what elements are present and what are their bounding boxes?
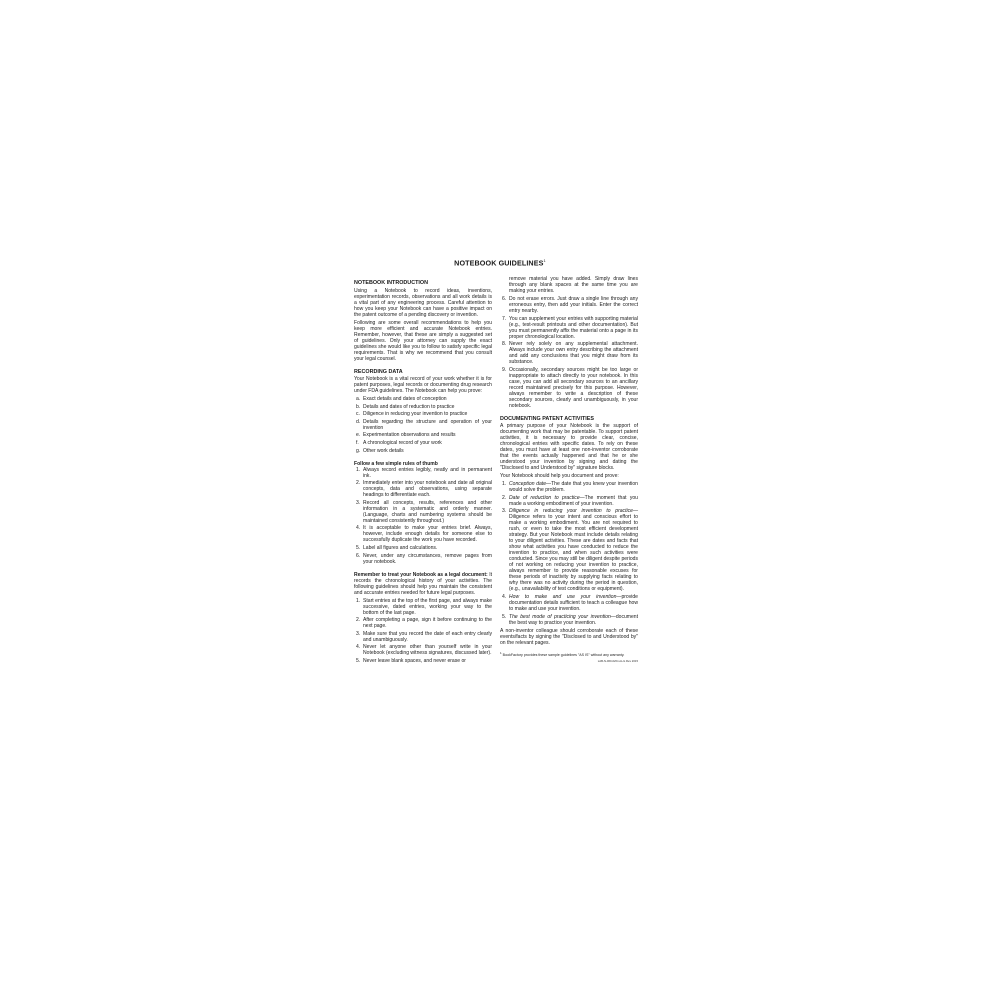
legal-item: [354, 631, 492, 643]
list-item-text: It is acceptable to make your entries brief. Always, however, include enough details for someone else to successfully duplicate the work you have recorded.: [363, 525, 492, 544]
list-marker: c.: [356, 411, 360, 418]
patent-item: [500, 594, 638, 612]
list-marker: g.: [356, 447, 361, 454]
list-item-text: Never leave blank spaces, and never erase or: [363, 657, 466, 664]
list-marker: 9.: [502, 366, 507, 373]
list-item-text: Record all concepts, results, references and other information in a systematic and orderly manner. (Language, charts and numbering systems should be maintained consistently throughout.): [363, 499, 492, 524]
list-item-text: —Diligence refers to your intent and conscious effort to make a working embodiment. You are not required to rush, or even to take the most efficient development strategy. But your Notebook must include details relating to your diligent activities. These are dates and facts that show what activities you have conducted to reduce the invention to practice, and when such activities were conducted. Since you may still be diligent despite periods of not working on reducing your invention to practice, always remember to provide reasonable excuses for these periods of inactivity by supplying facts relating to why there was no activity during the period in question, (e.g., unavailability of test conditions or equipment).: [509, 508, 638, 593]
rule-item: [354, 480, 492, 498]
list-item-text: Other work details: [363, 447, 404, 454]
patent-item: [500, 508, 638, 592]
list-item-text: Immediately enter into your notebook and date all original concepts, data and observations, using separate headings to differentiate each.: [363, 480, 492, 499]
patent-list: [500, 481, 638, 625]
list-marker: 1.: [356, 466, 361, 473]
list-marker: f.: [356, 439, 359, 446]
list-item-text: —provide documentation details sufficient to teach a colleague how to make and use your invention.: [509, 594, 638, 613]
recording-item: [354, 404, 492, 410]
list-marker: 7.: [502, 315, 507, 322]
footnote: [500, 651, 638, 658]
list-item-text: Details regarding the structure and operation of your invention: [363, 418, 492, 431]
patent-item: [500, 495, 638, 507]
legal-list: [354, 598, 492, 664]
list-item-text: Experimentation observations and results: [363, 432, 456, 439]
recording-item: [354, 396, 492, 402]
list-item-text: —The date that you knew your invention would solve the problem.: [509, 481, 638, 494]
list-item-text: Always record entries legibly, neatly and in permanent ink.: [363, 466, 492, 479]
section-intro: [354, 280, 492, 362]
list-item-text: Never rely solely on any supplemental attachment. Always include your own entry describing the attachment and add any conclusions that you might draw from its substance.: [509, 341, 638, 366]
intro-paragraph-2: Following are some overall recommendations to help you keep more efficient and accurate Notebook entries. Remember, however, that these are simply a suggested set of guidelines. Only your attorney can supply the exact guidelines she would like you to follow to satisfy specific legal requirements. That is why we recommend that you consult your legal counsel.: [354, 319, 492, 362]
list-marker: 8.: [502, 341, 507, 348]
list-item-text: —The moment that you made a working embodiment of your invention.: [509, 494, 638, 507]
document-code: LAB-N-060-02D-H-LG Rev 2015: [597, 659, 638, 664]
legal-item: [500, 296, 638, 314]
list-item-text: Never let anyone other than yourself write in your Notebook (excluding witness signatures, discussed later).: [363, 644, 492, 657]
list-marker: 3.: [356, 499, 361, 506]
recording-heading: RECORDING DATA: [354, 368, 403, 375]
list-item-lead: Diligence in reducing your invention to practice: [509, 508, 633, 515]
list-item-text: After completing a page, sign it before continuing to the next page.: [363, 617, 492, 630]
list-item-text: Do not erase errors. Just draw a single line through any erroneous entry, then add your initials. Enter the correct entry nearby.: [509, 296, 638, 314]
list-item-lead: Conception date: [509, 481, 547, 488]
list-item-lead: How to make and use your invention: [509, 594, 617, 601]
list-marker: 3.: [356, 630, 361, 637]
list-item-text: Details and dates of reduction to practice: [363, 403, 455, 410]
legal-continued-paragraph: remove material you have added. Simply draw lines through any blank spaces at the same time you are making your entries.: [509, 276, 638, 294]
legal-item: [354, 598, 492, 616]
legal-item: [500, 367, 638, 409]
recording-item: [354, 440, 492, 446]
list-marker: 2.: [502, 494, 507, 501]
rule-item: [354, 467, 492, 479]
legal-heading: Remember to treat your Notebook as a legal document:: [354, 571, 488, 578]
legal-item: [354, 644, 492, 656]
section-rules: [354, 461, 492, 565]
list-item-text: Occasionally, secondary sources might be too large or inappropriate to attach directly to your notebook. In this case, you can add all secondary sources to an ancillary record maintained precisely for this purpose. However, always remember to write a description of these secondary sources, clearly and unambiguously, in your notebook.: [509, 366, 638, 409]
rules-list: [354, 467, 492, 565]
left-column: [354, 280, 492, 666]
list-marker: 4.: [502, 594, 507, 601]
recording-list: [354, 396, 492, 454]
list-marker: 3.: [502, 508, 507, 515]
list-marker: 2.: [356, 480, 361, 487]
list-item-text: Diligence in reducing your invention to practice: [363, 411, 468, 418]
list-marker: 5.: [502, 613, 507, 620]
legal-paragraph: It records the chronological history of your activities. The following guidelines should help you maintain the consistent and accurate entries needed for future legal purposes.: [354, 571, 492, 596]
list-marker: 1.: [502, 481, 507, 488]
list-marker: d.: [356, 418, 361, 425]
recording-paragraph: Your Notebook is a vital record of your work whether it is for patent purposes, legal records or documenting drug research under FDA guidelines. The Notebook can help you prove:: [354, 376, 492, 394]
list-marker: e.: [356, 432, 361, 439]
list-item-text: Start entries at the top of the first page, and always make successive, dated entries, working your way to the bottom of the last page.: [363, 597, 492, 616]
legal-item: [354, 658, 492, 664]
page-title: [352, 258, 648, 267]
list-marker: 4.: [356, 644, 361, 651]
list-marker: 4.: [356, 525, 361, 532]
list-item-text: —document the best way to practice your invention.: [509, 613, 638, 626]
list-item-text: Label all figures and calculations.: [363, 544, 438, 551]
footnote-text: BookFactory provides these sample guidelines "AS IS" without any warranty.: [502, 652, 625, 657]
list-marker: a.: [356, 396, 361, 402]
patent-item: [500, 614, 638, 626]
footnote-mark: 1: [500, 650, 502, 655]
intro-paragraph-1: Using a Notebook to record ideas, inventions, experimentation records, observations and all work details is a vital part of any engineering process. Careful attention to how you keep your Notebook can have a positive impact on the patent outcome of a pending discovery or invention.: [354, 287, 492, 318]
list-item-text: A chronological record of your work: [363, 439, 442, 446]
right-column: [500, 276, 638, 664]
rule-item: [354, 553, 492, 565]
legal-item: [500, 341, 638, 365]
list-marker: 5.: [356, 657, 361, 664]
patent-heading: DOCUMENTING PATENT ACTIVITIES: [500, 415, 594, 422]
legal-item: [500, 316, 638, 340]
title-text: NOTEBOOK GUIDELINES: [454, 258, 544, 268]
list-marker: 2.: [356, 617, 361, 624]
rule-item: [354, 545, 492, 551]
list-marker: 5.: [356, 544, 361, 551]
list-item-lead: Date of reduction to practice: [509, 494, 580, 501]
list-marker: 1.: [356, 597, 361, 604]
list-marker: 6.: [502, 296, 507, 302]
rule-item: [354, 500, 492, 524]
rules-heading: Follow a few simple rules of thumb: [354, 460, 438, 467]
rule-item: [354, 525, 492, 543]
document-page: [352, 250, 648, 750]
section-legal: [354, 572, 492, 664]
recording-item: [354, 448, 492, 454]
recording-item: [354, 419, 492, 431]
list-marker: b.: [356, 403, 361, 410]
list-item-lead: The best mode of practicing your invention: [509, 613, 611, 620]
patent-item: [500, 481, 638, 493]
legal-intro: [354, 572, 492, 596]
title-footnote-mark: 1: [543, 258, 546, 263]
list-item-text: Never, under any circumstances, remove pages from your notebook.: [363, 552, 492, 565]
recording-item: [354, 411, 492, 417]
patent-paragraph-3: A non-inventor colleague should corroborate each of these events/facts by signing the "Disclosed to and Understood by" on the relevant pages.: [500, 627, 638, 646]
list-item-text: You can supplement your entries with supporting material (e.g., test-result printouts and other documentation). But you must permanently affix the material onto a page in its proper chronological location.: [509, 315, 638, 340]
legal-item: [354, 617, 492, 629]
patent-paragraph-2: Your Notebook should help you document and prove:: [500, 473, 619, 480]
legal-continued-list: [500, 296, 638, 409]
section-patent: [500, 416, 638, 646]
section-recording: [354, 369, 492, 454]
intro-heading: NOTEBOOK INTRODUCTION: [354, 280, 428, 286]
list-item-text: Make sure that you record the date of each entry clearly and unambiguously.: [363, 630, 492, 643]
recording-item: [354, 432, 492, 438]
patent-paragraph-1: A primary purpose of your Notebook is the support of documenting work that may be patentable. To support patent activities, it is necessary to provide clear, concise, chronological entries with specific dates. To rely on these dates, you must have at least one non-inventor corroborate that the events actually happened and that he or she understood your invention by signing and dating the "Disclosed to and Understood by" signature blocks.: [500, 423, 638, 472]
list-item-text: Exact details and dates of conception: [363, 396, 447, 402]
list-marker: 6.: [356, 552, 361, 559]
